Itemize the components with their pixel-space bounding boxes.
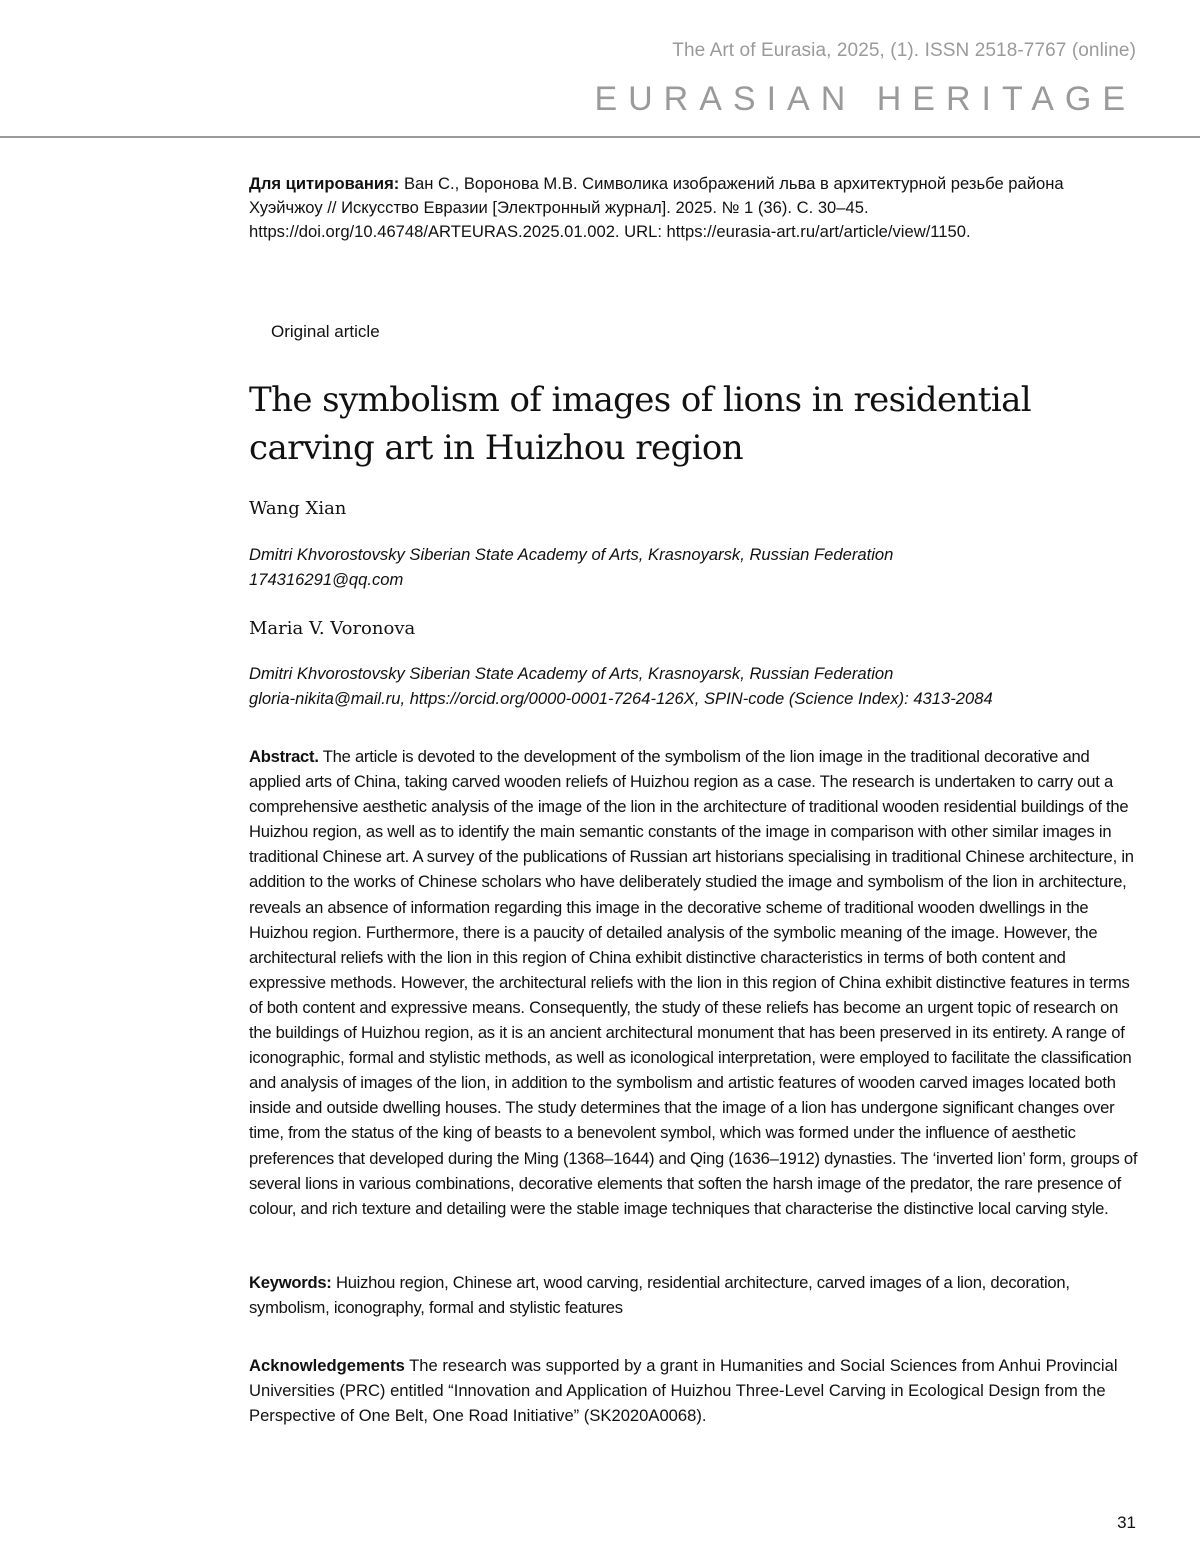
affiliation-text: Dmitri Khvorostovsky Siberian State Academy of Arts, Krasnoyarsk, Russian Federation xyxy=(249,545,894,564)
article-title: The symbolism of images of lions in residential carving art in Huizhou region xyxy=(249,380,1032,468)
abstract-block xyxy=(249,744,1139,1221)
citation-label: Для цитирования: xyxy=(249,174,400,193)
page-number: 31 xyxy=(1117,1513,1136,1532)
keywords-label: Keywords: xyxy=(249,1273,332,1292)
author-name: Maria V. Voronova xyxy=(249,618,416,639)
keywords-text: Huizhou region, Chinese art, wood carving, residential architecture, carved images of a lion, decoration, symbolism, iconography, formal and stylistic features xyxy=(249,1273,1070,1318)
series-title: EURASIAN HERITAGE xyxy=(594,80,1136,118)
author-contact: gloria-nikita@mail.ru, https://orcid.org/0000-0001-7264-126X, SPIN-code (Science Index): 4313-2084 xyxy=(249,689,993,708)
author-name: Wang Xian xyxy=(249,498,347,519)
abstract-text: The article is devoted to the development of the symbolism of the lion image in the traditional decorative and applied arts of China, taking carved wooden reliefs of Huizhou region as a case. The research is undertaken to carry out a comprehensive aesthetic analysis of the image of the lion in the architecture of traditional wooden residential buildings of the Huizhou region, as well as to identify the main semantic constants of the image in comparison with other similar images in traditional Chinese art. A survey of the publications of Russian art historians specialising in traditional Chinese architecture, in addition to the works of Chinese scholars who have deliberately studied the image and symbolism of the lion in architecture, reveals an absence of information regarding this image in the decorative scheme of traditional wooden dwellings in the Huizhou region. Furthermore, there is a paucity of detailed analysis of the symbolic meaning of the image. However, the architectural reliefs with the lion in this region of China exhibit distinctive characteristics in terms of both content and expressive methods. However, the architectural reliefs with the lion in this region of China exhibit distinctive features in terms of both content and expressive means. Consequently, the study of these reliefs has become an urgent topic of research on the buildings of Huizhou region, as it is an ancient architectural monument that has been preserved in its entirety. A range of iconographic, formal and stylistic methods, as well as iconological interpretation, were employed to facilitate the classification and analysis of images of the lion, in addition to the symbolism and artistic features of wooden carved images located both inside and outside dwelling houses. The study determines that the image of a lion has undergone significant changes over time, from the status of the king of beasts to a benevolent symbol, which was formed under the influence of aesthetic preferences that developed during the Ming (1368–1644) and Qing (1636–1912) dynasties. The ‘inverted lion’ form, groups of several lions in various combinations, decorative elements that soften the harsh image of the predator, the rare presence of colour, and rich texture and detailing were the stable image techniques that characterise the distinctive local carving style. xyxy=(249,747,1138,1218)
acknowledgements-label: Acknowledgements xyxy=(249,1356,405,1375)
acknowledgements-block xyxy=(249,1353,1139,1428)
journal-citation-line: The Art of Eurasia, 2025, (1). ISSN 2518-7767 (online) xyxy=(672,40,1136,61)
affiliation-text: Dmitri Khvorostovsky Siberian State Academy of Arts, Krasnoyarsk, Russian Federation xyxy=(249,664,894,683)
citation-block xyxy=(249,172,1139,244)
keywords-block xyxy=(249,1270,1139,1320)
abstract-label: Abstract. xyxy=(249,747,319,766)
author-affiliation xyxy=(249,661,1139,711)
acknowledgements-text: The research was supported by a grant in Humanities and Social Sciences from Anhui Provincial Universities (PRC) entitled “Innovation and Application of Huizhou Three-Level Carving in Ecological Design from the Perspective of One Belt, One Road Initiative” (SK2020A0068). xyxy=(249,1356,1118,1426)
citation-text: Ван С., Воронова М.В. Символика изображений льва в архитектурной резьбе района Хуэйчжоу // Искусство Евразии [Электронный журнал]. 2025. № 1 (36). С. 30–45. https://doi.org/10.46748/ARTEURAS.2025.01.002. URL: https://eurasia-art.ru/art/article/view/1150. xyxy=(249,174,1064,241)
header-divider xyxy=(0,136,1200,138)
article-type: Original article xyxy=(271,322,380,341)
author-contact: 174316291@qq.com xyxy=(249,570,404,589)
author-affiliation xyxy=(249,542,1139,592)
